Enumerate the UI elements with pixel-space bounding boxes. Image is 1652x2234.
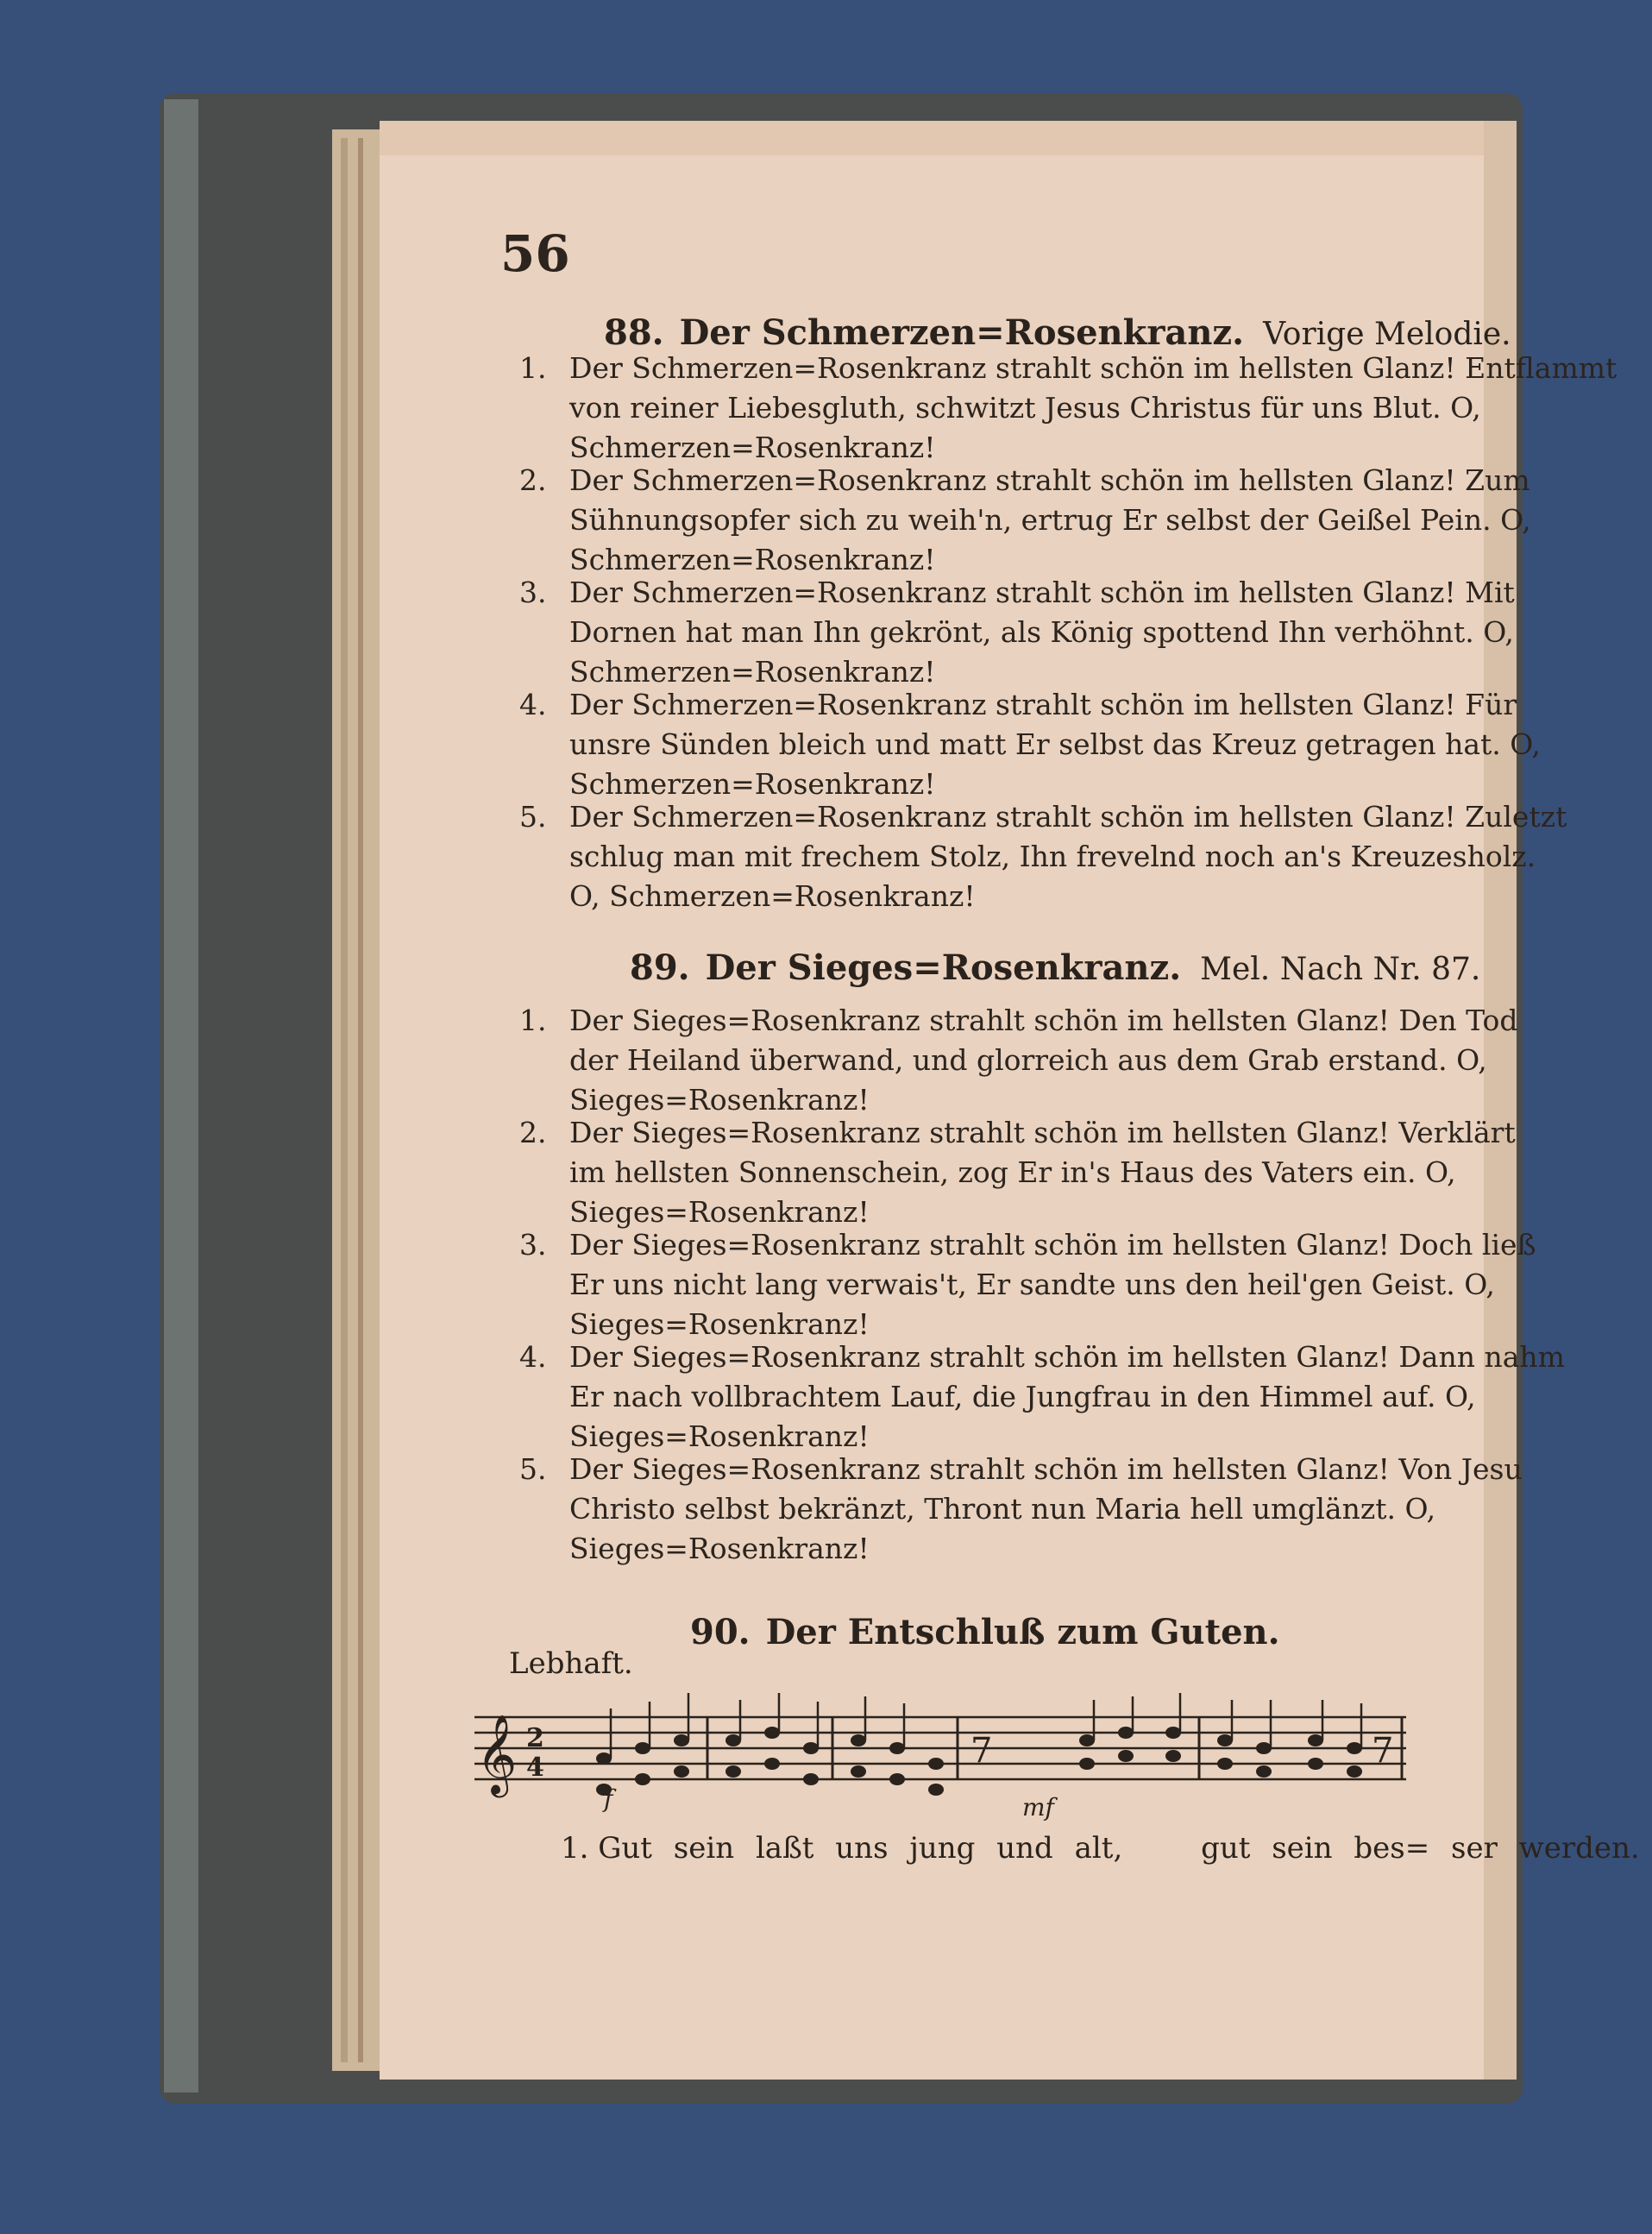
verse-number: 5.	[519, 1452, 547, 1486]
verse-line: Schmerzen=Rosenkranz!	[569, 767, 936, 801]
verse-line: Sieges=Rosenkranz!	[569, 1419, 870, 1453]
verse-number: 5.	[519, 800, 547, 834]
verse-line: Der Schmerzen=Rosenkranz strahlt schön im hellsten Glanz! Zum	[569, 463, 1530, 497]
verse-line: Der Sieges=Rosenkranz strahlt schön im hellsten Glanz! Doch ließ	[569, 1228, 1536, 1262]
lyric-word: sein	[1272, 1831, 1333, 1866]
verse-line: im hellsten Sonnenschein, zog Er in's Haus des Vaters ein. O,	[569, 1155, 1456, 1189]
lyric-word: und	[996, 1831, 1053, 1866]
song-lyrics	[561, 1831, 1652, 1866]
svg-text:7: 7	[970, 1731, 993, 1771]
verse-89-5	[519, 1450, 1523, 1569]
verse-88-5	[519, 797, 1567, 916]
song-heading-90	[690, 1612, 1280, 1652]
verse-number: 1.	[519, 1004, 547, 1037]
dynamic-forte: f	[604, 1784, 613, 1813]
tempo-marking: Lebhaft.	[509, 1646, 633, 1681]
lyric-word: laßt	[755, 1831, 814, 1866]
verse-number: 4.	[519, 1340, 547, 1374]
verse-line: Der Sieges=Rosenkranz strahlt schön im hellsten Glanz! Von Jesu	[569, 1452, 1523, 1486]
hymn-number: 89.	[630, 947, 690, 988]
lyric-word: bes=	[1354, 1831, 1430, 1866]
verse-line: Sieges=Rosenkranz!	[569, 1532, 870, 1565]
verse-89-1	[519, 1001, 1518, 1120]
svg-text:2: 2	[526, 1723, 544, 1753]
verse-line: von reiner Liebesgluth, schwitzt Jesus Christus für uns Blut. O,	[569, 391, 1481, 425]
verse-line: schlug man mit frechem Stolz, Ihn frevelnd noch an's Kreuzesholz.	[569, 840, 1536, 873]
verse-number: 4.	[519, 688, 547, 721]
song-number: 90.	[690, 1612, 751, 1652]
dynamic-mezzoforte: mf	[1022, 1793, 1054, 1822]
verse-line: Sieges=Rosenkranz!	[569, 1195, 870, 1229]
verse-88-2	[519, 461, 1531, 580]
verse-line: Der Sieges=Rosenkranz strahlt schön im hellsten Glanz! Dann nahm	[569, 1340, 1565, 1374]
song-title: Der Entschluß zum Guten.	[765, 1612, 1280, 1652]
hymn-heading-88	[604, 312, 1511, 353]
verse-line: der Heiland überwand, und glorreich aus dem Grab erstand. O,	[569, 1043, 1487, 1077]
verse-line: Schmerzen=Rosenkranz!	[569, 431, 936, 464]
verse-line: unsre Sünden bleich und matt Er selbst das Kreuz getragen hat. O,	[569, 727, 1541, 761]
lyric-word: alt,	[1074, 1831, 1123, 1866]
verse-line: Der Sieges=Rosenkranz strahlt schön im hellsten Glanz! Den Tod	[569, 1004, 1518, 1037]
svg-text:7: 7	[1372, 1731, 1394, 1771]
lyric-word: uns	[835, 1831, 889, 1866]
time-signature	[526, 1723, 544, 1783]
verse-line: Schmerzen=Rosenkranz!	[569, 543, 936, 576]
treble-clef-icon: 𝄞	[476, 1714, 518, 1794]
verse-line: Der Schmerzen=Rosenkranz strahlt schön im hellsten Glanz! Für	[569, 688, 1517, 721]
hymn-heading-89	[630, 947, 1480, 988]
lyric-word: gut	[1201, 1831, 1251, 1866]
lyric-word: sein	[673, 1831, 735, 1866]
hymn-title: Der Sieges=Rosenkranz.	[705, 947, 1182, 988]
verse-number: 2.	[519, 1116, 547, 1149]
lyric-word: jung	[909, 1831, 976, 1866]
verse-line: Sieges=Rosenkranz!	[569, 1307, 870, 1341]
verse-88-4	[519, 685, 1541, 804]
hymn-title: Der Schmerzen=Rosenkranz.	[679, 312, 1245, 353]
verse-89-2	[519, 1113, 1516, 1232]
verse-89-4	[519, 1337, 1565, 1457]
verse-line: Der Schmerzen=Rosenkranz strahlt schön im hellsten Glanz! Zuletzt	[569, 800, 1567, 834]
melody-note: Vorige Melodie.	[1263, 317, 1511, 352]
verse-88-1	[519, 349, 1617, 468]
verse-number: 1.	[519, 351, 547, 385]
verse-number: 3.	[519, 1228, 547, 1262]
verse-line: Schmerzen=Rosenkranz!	[569, 655, 936, 689]
lyric-word: ser	[1451, 1831, 1498, 1866]
verse-line: Der Sieges=Rosenkranz strahlt schön im hellsten Glanz! Verklärt	[569, 1116, 1516, 1149]
svg-text:4: 4	[526, 1753, 544, 1783]
verse-line: Er nach vollbrachtem Lauf, die Jungfrau in den Himmel auf. O,	[569, 1380, 1476, 1413]
verse-number: 3.	[519, 576, 547, 609]
verse-89-3	[519, 1225, 1536, 1344]
verse-88-3	[519, 573, 1515, 692]
verse-line: Christo selbst bekränzt, Thront nun Maria hell umglänzt. O,	[569, 1492, 1436, 1526]
melody-note: Mel. Nach Nr. 87.	[1200, 952, 1481, 987]
verse-line: Der Schmerzen=Rosenkranz strahlt schön im hellsten Glanz! Entflammt	[569, 351, 1617, 385]
verse-line: Sühnungsopfer sich zu weih'n, ertrug Er selbst der Geißel Pein. O,	[569, 503, 1531, 537]
hymn-number: 88.	[604, 312, 664, 353]
verse-number: 2.	[519, 463, 547, 497]
verse-line: Der Schmerzen=Rosenkranz strahlt schön im hellsten Glanz! Mit	[569, 576, 1515, 609]
lyric-word: werden.	[1518, 1831, 1640, 1866]
page-number: 56	[500, 224, 570, 283]
lyric-word: 1. Gut	[561, 1831, 652, 1866]
verse-line: Dornen hat man Ihn gekrönt, als König spottend Ihn verhöhnt. O,	[569, 615, 1514, 649]
verse-line: O, Schmerzen=Rosenkranz!	[569, 879, 976, 913]
verse-line: Er uns nicht lang verwais't, Er sandte uns den heil'gen Geist. O,	[569, 1268, 1495, 1301]
verse-line: Sieges=Rosenkranz!	[569, 1083, 870, 1117]
